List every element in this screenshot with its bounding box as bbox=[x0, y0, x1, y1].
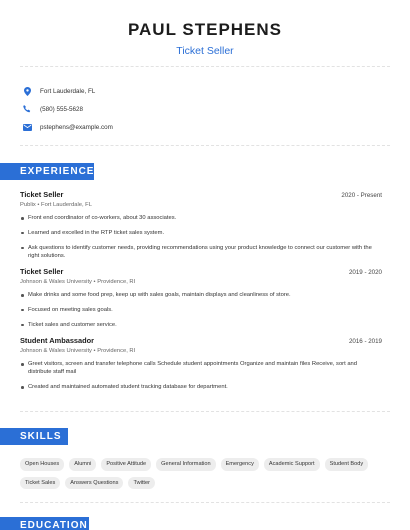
skills-divider bbox=[20, 502, 390, 503]
skills-list bbox=[20, 458, 390, 489]
job-entry-1 bbox=[20, 190, 382, 267]
job-title: Student Ambassador bbox=[20, 336, 95, 345]
resume-header bbox=[0, 0, 410, 57]
job-bullets bbox=[20, 291, 382, 329]
job-bullet: Learned and excelled in the RTP ticket sales system. bbox=[20, 229, 382, 237]
skill-chip: Open Houses bbox=[20, 458, 64, 471]
job-dates: 2019 - 2020 bbox=[348, 269, 382, 276]
location-pin-icon bbox=[22, 86, 32, 96]
job-bullets bbox=[20, 214, 382, 261]
contact-location bbox=[22, 82, 113, 100]
job-bullets bbox=[20, 360, 382, 392]
job-bullet: Greet visitors, screen and transfer telephone calls Schedule student appointments Organize and maintain files Receive, sort and distribute staff mail bbox=[20, 360, 382, 377]
email-text[interactable]: pstephens@example.com bbox=[40, 123, 113, 131]
candidate-name: PAUL STEPHENS bbox=[127, 20, 283, 39]
job-bullet: Ticket sales and customer service. bbox=[20, 321, 382, 329]
skill-chip: General Information bbox=[156, 458, 215, 471]
section-skills: SKILLS bbox=[0, 428, 68, 445]
job-bullet: Focused on meeting sales goals. bbox=[20, 306, 382, 314]
job-entry-2 bbox=[20, 267, 382, 336]
skill-chip: Twitter bbox=[128, 477, 154, 490]
contact-list bbox=[22, 82, 113, 136]
job-organization: Publix • Fort Lauderdale, FL bbox=[20, 202, 92, 208]
job-bullet: Created and maintained automated student tracking database for department. bbox=[20, 383, 382, 391]
email-icon bbox=[22, 122, 32, 132]
skill-chip: Alumni bbox=[69, 458, 96, 471]
job-bullet: Ask questions to identify customer needs, providing recommendations using your product knowledge to connect our customer with the right solutions. bbox=[20, 244, 382, 261]
section-experience: EXPERIENCE bbox=[0, 163, 94, 180]
job-organization: Johnson & Wales University • Providence, RI bbox=[20, 279, 136, 285]
job-organization: Johnson & Wales University • Providence, RI bbox=[20, 348, 136, 354]
contact-divider bbox=[20, 145, 390, 146]
skill-chip: Emergency bbox=[221, 458, 259, 471]
contact-email bbox=[22, 118, 113, 136]
job-dates: 2020 - Present bbox=[341, 192, 382, 199]
job-title: Ticket Seller bbox=[20, 267, 64, 276]
job-dates: 2016 - 2019 bbox=[348, 338, 382, 345]
skill-chip: Answers Questions bbox=[65, 477, 123, 490]
job-bullet: Front end coordinator of co-workers, about 30 associates. bbox=[20, 214, 382, 222]
experience-divider bbox=[20, 411, 390, 412]
phone-icon bbox=[22, 104, 32, 114]
job-entry-3 bbox=[20, 336, 382, 398]
skill-chip: Academic Support bbox=[264, 458, 320, 471]
location-text: Fort Lauderdale, FL bbox=[40, 87, 96, 95]
job-bullet: Make drinks and some food prep, keep up with sales goals, maintain displays and cleanliness of store. bbox=[20, 291, 382, 299]
skill-chip: Positive Attitude bbox=[101, 458, 151, 471]
candidate-role: Ticket Seller bbox=[176, 45, 234, 57]
contact-phone bbox=[22, 100, 113, 118]
section-education: EDUCATION bbox=[0, 517, 89, 530]
job-title: Ticket Seller bbox=[20, 190, 64, 199]
phone-text: (580) 555-5628 bbox=[40, 105, 84, 113]
skill-chip: Student Body bbox=[325, 458, 369, 471]
skill-chip: Ticket Sales bbox=[20, 477, 60, 490]
header-divider bbox=[20, 66, 390, 67]
